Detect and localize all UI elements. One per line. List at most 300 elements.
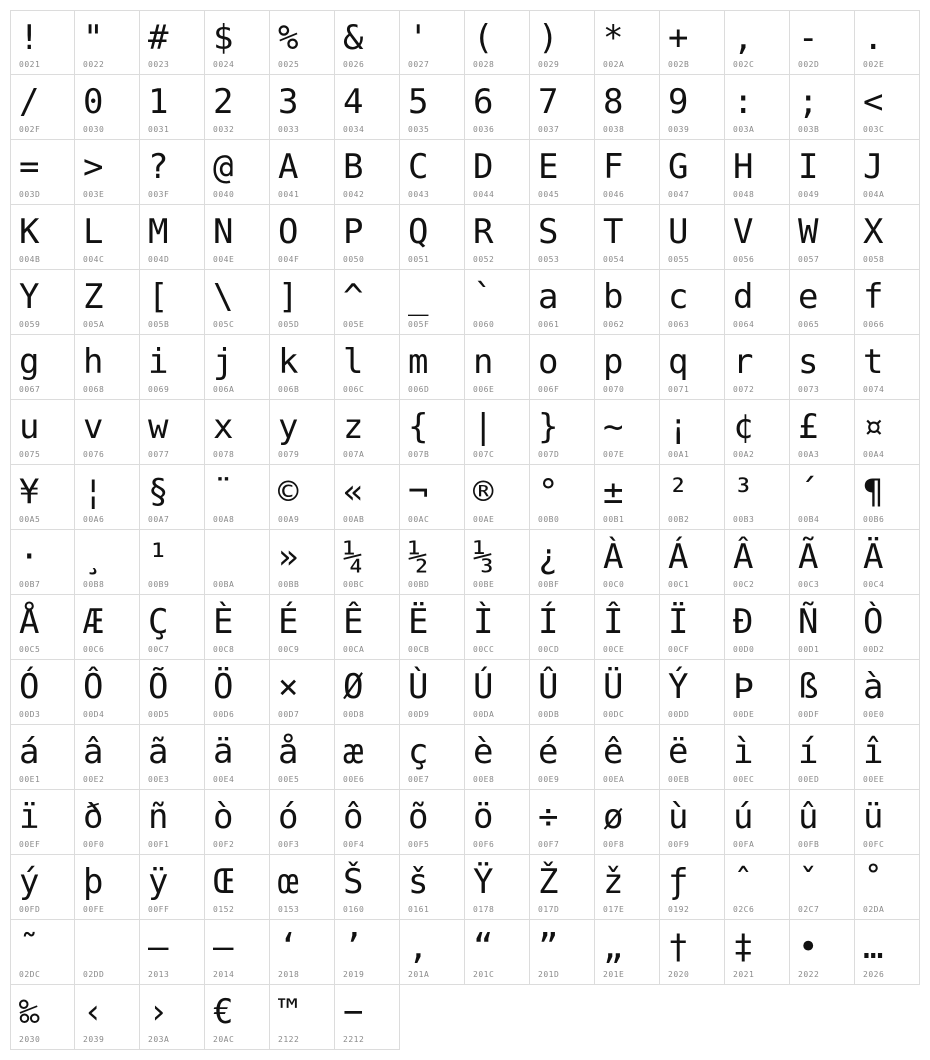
glyph-cell	[270, 855, 335, 920]
glyph-cell	[855, 855, 920, 920]
glyph-cell	[660, 790, 725, 855]
glyph-char: v	[83, 407, 104, 447]
glyph-cell	[335, 140, 400, 205]
glyph-char: ü	[863, 797, 884, 837]
glyph-cell	[725, 465, 790, 530]
glyph-char: =	[19, 147, 40, 187]
glyph-codepoint: 00E2	[83, 775, 105, 784]
glyph-char: ½	[408, 537, 429, 577]
glyph-cell	[205, 530, 270, 595]
glyph-char: –	[148, 927, 169, 967]
glyph-cell	[855, 920, 920, 985]
glyph-char: ¦	[83, 472, 104, 512]
glyph-cell	[530, 595, 595, 660]
glyph-char: È	[213, 602, 234, 642]
glyph-codepoint: 005F	[408, 320, 430, 329]
glyph-cell	[205, 595, 270, 660]
glyph-char: ë	[668, 732, 689, 772]
glyph-char: Ó	[19, 667, 40, 707]
glyph-codepoint: 0049	[798, 190, 820, 199]
glyph-char: r	[733, 342, 754, 382]
glyph-cell	[530, 530, 595, 595]
glyph-char: T	[603, 212, 624, 252]
glyph-codepoint: 0178	[473, 905, 495, 914]
glyph-cell	[465, 270, 530, 335]
glyph-codepoint: 201A	[408, 970, 430, 979]
glyph-cell	[10, 335, 75, 400]
glyph-codepoint: 0024	[213, 60, 235, 69]
glyph-char: S	[538, 212, 559, 252]
glyph-char: þ	[83, 862, 104, 902]
glyph-char: Š	[343, 862, 364, 902]
glyph-codepoint: 002E	[863, 60, 885, 69]
glyph-cell	[725, 270, 790, 335]
glyph-cell	[725, 75, 790, 140]
glyph-cell	[465, 465, 530, 530]
glyph-char: V	[733, 212, 754, 252]
glyph-char: ˇ	[798, 862, 819, 902]
glyph-codepoint: 0050	[343, 255, 365, 264]
glyph-cell	[205, 725, 270, 790]
glyph-codepoint: 2212	[343, 1035, 365, 1044]
glyph-cell	[270, 335, 335, 400]
glyph-char: f	[863, 277, 884, 317]
glyph-cell	[465, 855, 530, 920]
glyph-codepoint: 007C	[473, 450, 495, 459]
glyph-char: _	[408, 277, 429, 317]
glyph-char: Õ	[148, 667, 169, 707]
glyph-cell	[75, 465, 140, 530]
glyph-codepoint: 0076	[83, 450, 105, 459]
glyph-char: æ	[343, 732, 364, 772]
glyph-cell	[530, 920, 595, 985]
glyph-cell	[10, 855, 75, 920]
glyph-char: ´	[798, 472, 819, 512]
glyph-codepoint: 00B4	[798, 515, 820, 524]
glyph-cell	[660, 465, 725, 530]
glyph-codepoint: 00D8	[343, 710, 365, 719]
glyph-codepoint: 0055	[668, 255, 690, 264]
glyph-cell	[595, 335, 660, 400]
glyph-codepoint: 00B9	[148, 580, 170, 589]
glyph-char: Ï	[668, 602, 689, 642]
glyph-cell	[660, 270, 725, 335]
glyph-codepoint: 00C4	[863, 580, 885, 589]
glyph-codepoint: 0153	[278, 905, 300, 914]
glyph-codepoint: 2018	[278, 970, 300, 979]
glyph-char: ‚	[408, 927, 429, 967]
glyph-codepoint: 00FB	[798, 840, 820, 849]
glyph-char: Þ	[733, 667, 754, 707]
glyph-codepoint: 02DA	[863, 905, 885, 914]
glyph-cell	[400, 595, 465, 660]
glyph-codepoint: 004C	[83, 255, 105, 264]
glyph-char: ›	[148, 992, 169, 1032]
glyph-char: A	[278, 147, 299, 187]
glyph-codepoint: 007A	[343, 450, 365, 459]
glyph-char: L	[83, 212, 104, 252]
glyph-char: ˆ	[733, 862, 754, 902]
glyph-char: t	[863, 342, 884, 382]
glyph-cell	[335, 660, 400, 725]
glyph-codepoint: 0079	[278, 450, 300, 459]
glyph-char: „	[603, 927, 624, 967]
glyph-cell	[335, 595, 400, 660]
glyph-char: M	[148, 212, 169, 252]
glyph-cell	[205, 855, 270, 920]
glyph-cell	[530, 400, 595, 465]
glyph-cell	[400, 270, 465, 335]
glyph-codepoint: 00FF	[148, 905, 170, 914]
glyph-char: Æ	[83, 602, 104, 642]
glyph-char: 8	[603, 82, 624, 122]
glyph-cell	[855, 725, 920, 790]
glyph-char: Ê	[343, 602, 364, 642]
glyph-codepoint: 00D7	[278, 710, 300, 719]
glyph-codepoint: 005B	[148, 320, 170, 329]
glyph-char: £	[798, 407, 819, 447]
glyph-char: ¿	[538, 537, 559, 577]
glyph-cell	[660, 595, 725, 660]
glyph-codepoint: 0040	[213, 190, 235, 199]
glyph-char: g	[19, 342, 40, 382]
glyph-cell	[75, 855, 140, 920]
glyph-cell	[595, 400, 660, 465]
glyph-char: œ	[278, 862, 299, 902]
glyph-char: ‰	[19, 992, 40, 1032]
glyph-char: p	[603, 342, 624, 382]
glyph-cell	[595, 465, 660, 530]
glyph-char: 1	[148, 82, 169, 122]
glyph-char: ]	[278, 277, 299, 317]
glyph-char: ™	[278, 992, 299, 1032]
glyph-cell	[270, 790, 335, 855]
glyph-cell	[400, 465, 465, 530]
glyph-cell	[595, 205, 660, 270]
glyph-cell	[140, 725, 205, 790]
glyph-char: <	[863, 82, 884, 122]
glyph-codepoint: 201C	[473, 970, 495, 979]
glyph-cell	[10, 205, 75, 270]
glyph-char: 5	[408, 82, 429, 122]
glyph-cell	[790, 595, 855, 660]
glyph-codepoint: 0062	[603, 320, 625, 329]
glyph-cell	[855, 530, 920, 595]
glyph-codepoint: 00CB	[408, 645, 430, 654]
glyph-codepoint: 00F6	[473, 840, 495, 849]
glyph-char: ’	[343, 927, 364, 967]
glyph-codepoint: 0048	[733, 190, 755, 199]
glyph-char: l	[343, 342, 364, 382]
glyph-codepoint: 201E	[603, 970, 625, 979]
glyph-codepoint: 02C6	[733, 905, 755, 914]
glyph-char: R	[473, 212, 494, 252]
glyph-codepoint: 00EC	[733, 775, 755, 784]
glyph-char: e	[798, 277, 819, 317]
glyph-char: ß	[798, 667, 819, 707]
glyph-char: \	[213, 277, 234, 317]
glyph-cell	[400, 855, 465, 920]
glyph-codepoint: 004F	[278, 255, 300, 264]
glyph-codepoint: 0065	[798, 320, 820, 329]
glyph-codepoint: 0066	[863, 320, 885, 329]
glyph-char: "	[83, 18, 104, 58]
glyph-char: ù	[668, 797, 689, 837]
glyph-char: ˚	[863, 862, 884, 902]
glyph-cell	[790, 790, 855, 855]
glyph-cell	[400, 400, 465, 465]
glyph-char: *	[603, 18, 624, 58]
glyph-codepoint: 00EE	[863, 775, 885, 784]
glyph-cell	[270, 75, 335, 140]
glyph-cell	[10, 595, 75, 660]
glyph-cell	[205, 335, 270, 400]
glyph-codepoint: 00A7	[148, 515, 170, 524]
glyph-char: §	[148, 472, 169, 512]
glyph-char: °	[538, 472, 559, 512]
glyph-char: ²	[668, 472, 689, 512]
glyph-cell	[140, 140, 205, 205]
glyph-cell	[75, 920, 140, 985]
glyph-codepoint: 00C6	[83, 645, 105, 654]
glyph-char: ¡	[668, 407, 689, 447]
glyph-char: D	[473, 147, 494, 187]
glyph-codepoint: 0032	[213, 125, 235, 134]
glyph-codepoint: 0160	[343, 905, 365, 914]
glyph-cell	[270, 660, 335, 725]
glyph-cell	[10, 985, 75, 1050]
glyph-codepoint: 00B0	[538, 515, 560, 524]
glyph-char: ˜	[19, 927, 40, 967]
glyph-cell	[270, 985, 335, 1050]
glyph-char: s	[798, 342, 819, 382]
glyph-codepoint: 0036	[473, 125, 495, 134]
glyph-char: “	[473, 927, 494, 967]
glyph-char: …	[863, 927, 884, 967]
glyph-cell	[335, 400, 400, 465]
glyph-codepoint: 006E	[473, 385, 495, 394]
glyph-codepoint: 00D6	[213, 710, 235, 719]
glyph-codepoint: 003F	[148, 190, 170, 199]
glyph-cell	[205, 790, 270, 855]
glyph-codepoint: 0069	[148, 385, 170, 394]
glyph-char: ¢	[733, 407, 754, 447]
glyph-char: ¬	[408, 472, 429, 512]
glyph-codepoint: 0042	[343, 190, 365, 199]
glyph-codepoint: 00BB	[278, 580, 300, 589]
glyph-codepoint: 0034	[343, 125, 365, 134]
glyph-char: ¨	[213, 472, 234, 512]
glyph-char: ô	[343, 797, 364, 837]
glyph-cell	[465, 400, 530, 465]
glyph-char: C	[408, 147, 429, 187]
glyph-char: 2	[213, 82, 234, 122]
glyph-codepoint: 00A2	[733, 450, 755, 459]
glyph-char: `	[473, 277, 494, 317]
glyph-cell	[725, 725, 790, 790]
glyph-cell	[75, 75, 140, 140]
glyph-char: !	[19, 18, 40, 58]
glyph-codepoint: 00FD	[19, 905, 41, 914]
glyph-codepoint: 00FA	[733, 840, 755, 849]
glyph-codepoint: 0061	[538, 320, 560, 329]
glyph-cell	[855, 10, 920, 75]
glyph-cell	[140, 855, 205, 920]
glyph-char: ì	[733, 732, 754, 772]
glyph-codepoint: 00EF	[19, 840, 41, 849]
glyph-char: 6	[473, 82, 494, 122]
glyph-codepoint: 0070	[603, 385, 625, 394]
glyph-char: è	[473, 732, 494, 772]
glyph-char: w	[148, 407, 169, 447]
glyph-char: ¶	[863, 472, 884, 512]
glyph-codepoint: 00ED	[798, 775, 820, 784]
glyph-cell	[595, 920, 660, 985]
glyph-codepoint: 00CD	[538, 645, 560, 654]
glyph-codepoint: 2021	[733, 970, 755, 979]
glyph-cell	[335, 725, 400, 790]
glyph-cell	[75, 595, 140, 660]
glyph-char: P	[343, 212, 364, 252]
glyph-codepoint: 007E	[603, 450, 625, 459]
glyph-char: q	[668, 342, 689, 382]
glyph-cell	[725, 335, 790, 400]
glyph-codepoint: 0059	[19, 320, 41, 329]
glyph-cell	[725, 595, 790, 660]
glyph-cell	[400, 530, 465, 595]
glyph-codepoint: 00F0	[83, 840, 105, 849]
glyph-codepoint: 0077	[148, 450, 170, 459]
glyph-cell	[595, 660, 660, 725]
glyph-cell	[790, 205, 855, 270]
glyph-cell	[855, 140, 920, 205]
glyph-char: E	[538, 147, 559, 187]
glyph-char: ×	[278, 667, 299, 707]
glyph-codepoint: 0074	[863, 385, 885, 394]
glyph-cell	[400, 790, 465, 855]
glyph-codepoint: 00FE	[83, 905, 105, 914]
glyph-codepoint: 0073	[798, 385, 820, 394]
glyph-cell	[10, 790, 75, 855]
glyph-char: ;	[798, 82, 819, 122]
glyph-cell	[790, 725, 855, 790]
glyph-cell	[335, 920, 400, 985]
glyph-codepoint: 00F1	[148, 840, 170, 849]
glyph-cell	[790, 855, 855, 920]
glyph-cell	[75, 985, 140, 1050]
glyph-cell	[270, 270, 335, 335]
glyph-codepoint: 0192	[668, 905, 690, 914]
glyph-cell	[530, 855, 595, 920]
glyph-cell	[660, 530, 725, 595]
glyph-cell	[10, 660, 75, 725]
glyph-codepoint: 00A1	[668, 450, 690, 459]
glyph-char: $	[213, 18, 234, 58]
glyph-cell	[855, 465, 920, 530]
glyph-cell	[790, 660, 855, 725]
glyph-char: |	[473, 407, 494, 447]
glyph-cell	[205, 140, 270, 205]
glyph-codepoint: 00F2	[213, 840, 235, 849]
glyph-codepoint: 0025	[278, 60, 300, 69]
glyph-codepoint: 006B	[278, 385, 300, 394]
glyph-char: ž	[603, 862, 624, 902]
glyph-char: k	[278, 342, 299, 382]
glyph-char: Å	[19, 602, 40, 642]
glyph-char: ¼	[343, 537, 364, 577]
glyph-codepoint: 00B6	[863, 515, 885, 524]
glyph-codepoint: 007B	[408, 450, 430, 459]
glyph-cell	[465, 75, 530, 140]
glyph-cell	[660, 205, 725, 270]
glyph-codepoint: 0054	[603, 255, 625, 264]
glyph-char: +	[668, 18, 689, 58]
glyph-codepoint: 00D9	[408, 710, 430, 719]
glyph-codepoint: 00CA	[343, 645, 365, 654]
glyph-cell	[660, 140, 725, 205]
glyph-codepoint: 203A	[148, 1035, 170, 1044]
glyph-cell	[530, 75, 595, 140]
glyph-codepoint: 0039	[668, 125, 690, 134]
glyph-codepoint: 0067	[19, 385, 41, 394]
glyph-cell	[855, 660, 920, 725]
glyph-cell	[75, 400, 140, 465]
glyph-codepoint: 0030	[83, 125, 105, 134]
glyph-codepoint: 00E3	[148, 775, 170, 784]
glyph-char: ¹	[148, 537, 169, 577]
glyph-cell	[595, 595, 660, 660]
glyph-cell	[660, 660, 725, 725]
glyph-codepoint: 00D3	[19, 710, 41, 719]
glyph-char: X	[863, 212, 884, 252]
glyph-char: #	[148, 18, 169, 58]
glyph-cell	[465, 140, 530, 205]
glyph-codepoint: 00F9	[668, 840, 690, 849]
glyph-char: ø	[603, 797, 624, 837]
glyph-cell	[855, 400, 920, 465]
glyph-codepoint: 005A	[83, 320, 105, 329]
glyph-codepoint: 0161	[408, 905, 430, 914]
glyph-cell	[140, 920, 205, 985]
glyph-codepoint: 2019	[343, 970, 365, 979]
glyph-cell	[530, 725, 595, 790]
glyph-cell	[140, 10, 205, 75]
glyph-cell	[595, 75, 660, 140]
glyph-char: ÿ	[148, 862, 169, 902]
glyph-cell	[400, 75, 465, 140]
glyph-codepoint: 00C8	[213, 645, 235, 654]
glyph-char: ‹	[83, 992, 104, 1032]
glyph-cell	[10, 400, 75, 465]
glyph-char: ?	[148, 147, 169, 187]
glyph-char: ÷	[538, 797, 559, 837]
glyph-cell	[140, 530, 205, 595]
glyph-cell	[660, 855, 725, 920]
glyph-codepoint: 00C5	[19, 645, 41, 654]
glyph-codepoint: 0035	[408, 125, 430, 134]
glyph-char: à	[863, 667, 884, 707]
glyph-char: I	[798, 147, 819, 187]
glyph-codepoint: 0058	[863, 255, 885, 264]
glyph-codepoint: 00B2	[668, 515, 690, 524]
glyph-char: ~	[603, 407, 624, 447]
glyph-char: ^	[343, 277, 364, 317]
glyph-codepoint: 006D	[408, 385, 430, 394]
glyph-codepoint: 00DE	[733, 710, 755, 719]
glyph-cell	[595, 530, 660, 595]
glyph-cell	[335, 855, 400, 920]
glyph-cell	[465, 790, 530, 855]
